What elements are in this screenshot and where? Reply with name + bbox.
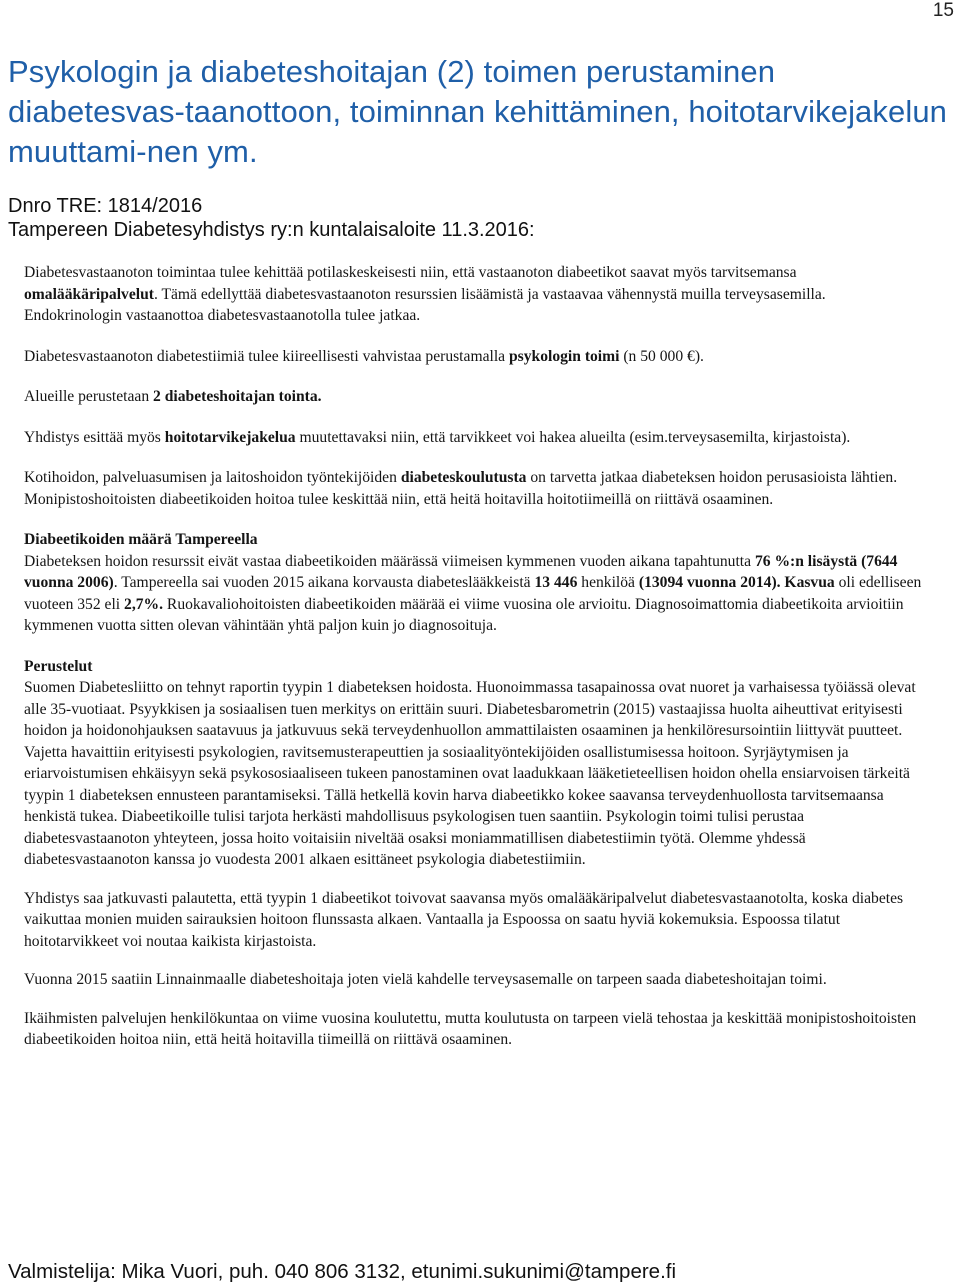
- paragraph-psykologi: Diabetesvastaanoton diabetestiimiä tulee kiireellisesti vahvistaa perustamalla psykologin toimi (n 50 000 €).: [24, 347, 704, 365]
- document-meta: [8, 194, 948, 242]
- section-heading: Diabeetikoiden määrä Tampereella: [24, 531, 258, 548]
- preparer-footer: Valmistelija: Mika Vuori, puh. 040 806 3132, etunimi.sukunimi@tampere.fi: [8, 1260, 677, 1283]
- section-heading: Perustelut: [24, 657, 93, 675]
- paragraph-koulutus: Kotihoidon, palveluasumisen ja laitoshoidon työntekijöiden diabeteskoulutusta on tarvetta jatkaa diabeteksen hoidon perusasioista lähtien. Monipistoshoitoisten diabeetikoiden hoitoa tulee keskittää niin, että heitä hoitavilla hoitotiimeillä on riittävä osaaminen.: [24, 469, 898, 508]
- section-perustelut: Perustelut Suomen Diabetesliitto on tehnyt raportin tyypin 1 diabeteksen hoidosta. Huonoimmassa tasapainossa ovat nuoret ja varhaisessa työiässä olevat alle 35-vuotiaat. Psyykkisen ja sosiaalisen tuen merkitys on erittäin suuri. Diabetesbarometrin (2015) vastaajissa huolta aiheuttivat erityisesti hoidon ja hoidonohjauksen saatavuus ja jatkuvuus sekä terveydenhuollon ammattilaisten osaaminen ja henkilöresursointiin liittyvät puutteet. Vajetta havaittiin erityisesti psykologien, ravitsemusterapeuttien ja sosiaalityöntekijöiden osallistumisessa hoitoon. Syrjäytymisen ja eriarvoistumisen ehkäisyyn sekä psykososiaaliseen tukeen panostaminen ovat laadukkaan lääketieteellisen hoidon ohella ensiarvoisen tärkeitä tyypin 1 diabeteksen ennusteen parantamiseksi. Tällä hetkellä kovin harva diabeetikko kokee saavansa terveydenhuollosta tarvitsemaansa henkistä tukea. Diabeetikoille tulisi tarjota herkästi mahdollisuus psykologisen tuen saantiin. Psykologin toimi tulisi perustaa diabetesvastaanoton yhteyteen, jossa hoito voitaisiin niveltää osaksi moniammatillisen diabetestiimin työtä. Olemme yhdessä diabetesvastaanoton kanssa jo vuodesta 2001 alkaen esittäneet psykologia diabetestiimiin.: [24, 656, 924, 871]
- dnro-line: Dnro TRE: 1814/2016: [8, 195, 203, 217]
- paragraph-omalaakari: Diabetesvastaanoton toimintaa tulee kehittää potilaskeskeisesti niin, että vastaanoton diabeetikot saavat myös tarvitsemansa omalääkäripalvelut. Tämä edellyttää diabetesvastaanoton resurssien lisäämistä ja vastaavaa vähennystä muilla terveysasemilla. Endokrinologin vastaanottoa diabetesvastaanotolla tulee jatkaa.: [24, 264, 826, 324]
- page-number: 15: [932, 0, 954, 21]
- paragraph-palaute: Yhdistys saa jatkuvasti palautetta, että tyypin 1 diabeetikot toivovat saavansa myös omalääkäripalvelut diabetesvastaanotolta, koska diabetes vaikuttaa monien muiden sairauksien hoitoon flunssasta alkaen. Vantaalla ja Espoossa on saatu hyviä kokemuksia. Espoossa tilatut hoitotarvikkeet voi noutaa kaikista kirjastoista.: [24, 889, 904, 950]
- paragraph-diabeteshoitaja: Alueille perustetaan 2 diabeteshoitajan tointa.: [24, 388, 322, 405]
- initiative-line: Tampereen Diabetesyhdistys ry:n kuntalaisaloite 11.3.2016:: [8, 219, 535, 241]
- paragraph-ikaihmiset: Ikäihmisten palvelujen henkilökuntaa on viime vuosina koulutettu, mutta koulutusta on tarpeen vielä tehostaa ja keskittää monipistoshoitoisten diabeetikoiden hoitoa niin, että heitä hoitavilla tiimeillä on riittävä osaaminen.: [24, 1009, 917, 1048]
- section-diabeetikoiden-maara: Diabeetikoiden määrä Tampereella Diabeteksen hoidon resurssit eivät vastaa diabeetikoiden määrässä viimeisen kymmenen vuoden aikana tapahtunutta 76 %:n lisäystä (7644 vuonna 2006). Tampereella sai vuoden 2015 aikana korvausta diabeteslääkkeistä 13 446 henkilöä (13094 vuonna 2014). Kasvua oli edelliseen vuoteen 352 eli 2,7%. Ruokavaliohoitoisten diabeetikoiden määrää ei viime vuosina ole arvioitu. Diagnosoimattomia diabeetikoita arvioitiin kymmenen vuotta sitten olevan vähintään yhtä paljon kuin jo diagnosoituja.: [24, 529, 924, 637]
- scanned-initiative-text: [24, 262, 924, 1068]
- paragraph-hoitotarvikejakelu: Yhdistys esittää myös hoitotarvikejakelua muutettavaksi niin, että tarvikkeet voi hakea alueilta (esim.terveysasemilta, kirjastoista).: [24, 428, 851, 446]
- page-title: Psykologin ja diabeteshoitajan (2) toimen perustaminen diabetesvas-taanottoon, toiminnan kehittäminen, hoitotarvikejakelun muuttami-nen ym.: [8, 54, 948, 169]
- paragraph-linnainmaa: Vuonna 2015 saatiin Linnainmaalle diabeteshoitaja joten vielä kahdelle terveysasemalle on tarpeen saada diabeteshoitajan toimi.: [24, 971, 827, 988]
